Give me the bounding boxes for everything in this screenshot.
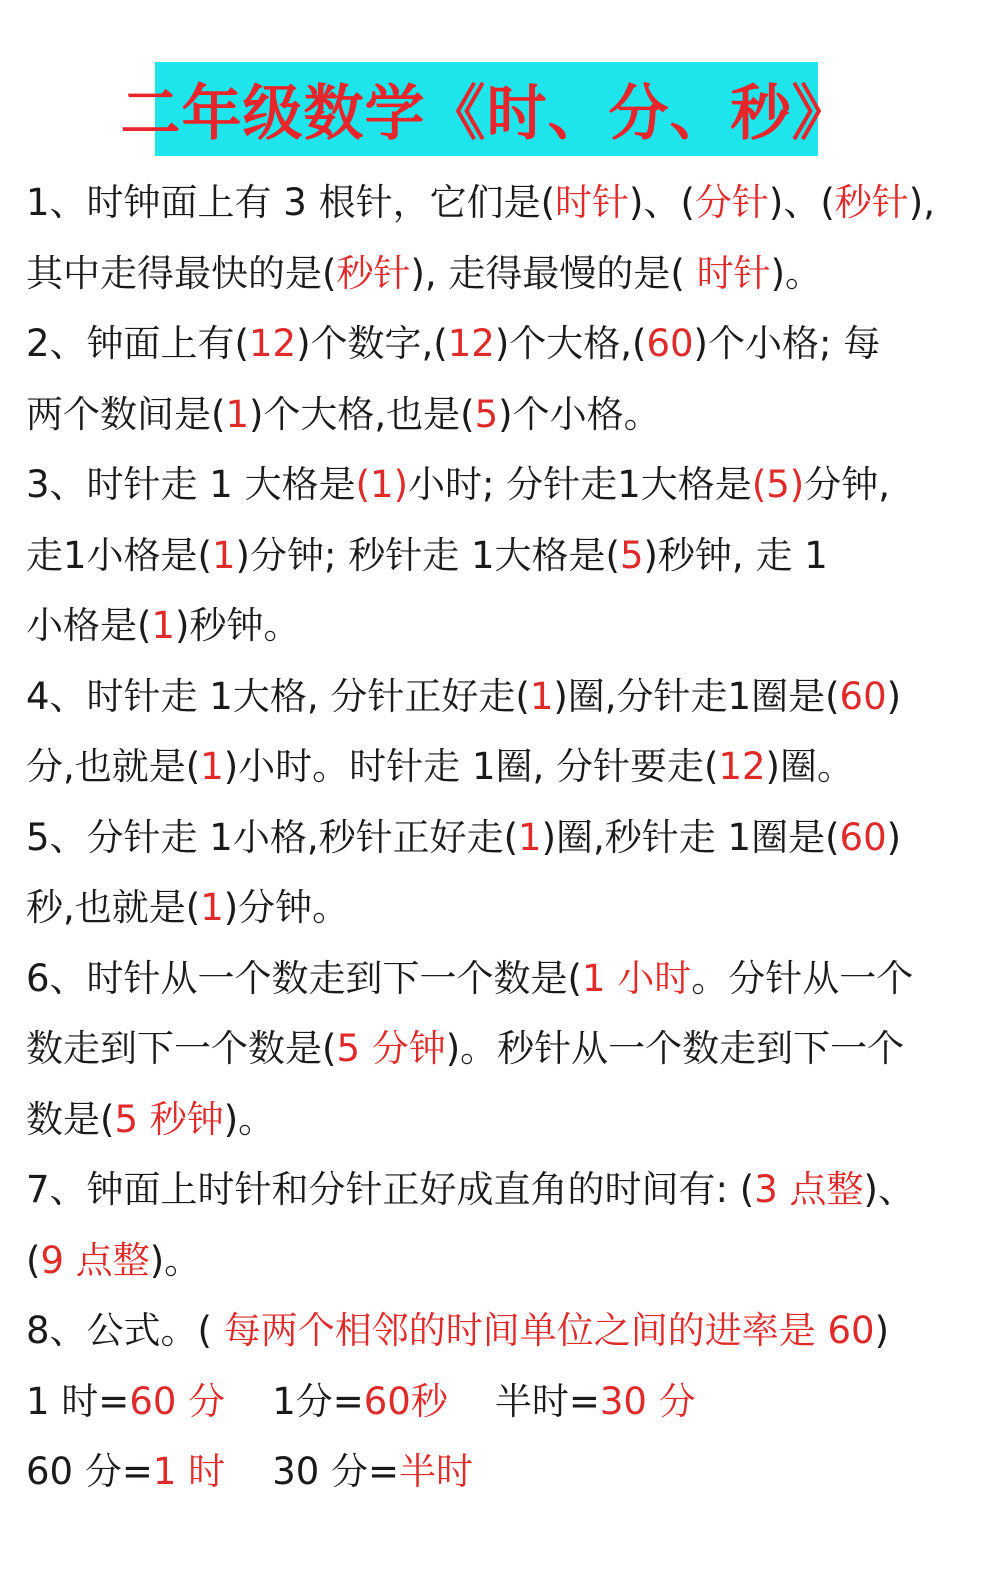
answer-text: 12 (248, 322, 297, 365)
answer-text: (1) (355, 463, 409, 506)
question-text: ), (908, 181, 935, 224)
question-text: )个大格,( (494, 322, 647, 365)
answer-text: 30 分 (599, 1379, 696, 1423)
question-text: 5、分针走 1小格,秒针正好走( (26, 815, 519, 859)
question-text: ), 走得最慢的是( (410, 251, 697, 295)
question-text: 小时; 分针走1大格是 (408, 463, 752, 506)
question-text: )、 (863, 1168, 915, 1211)
text-line (26, 1296, 976, 1367)
question-text: )圈,分针走1圈是( (553, 674, 840, 718)
page-title: 二年级数学《时、分、秒》 (120, 79, 853, 149)
question-text: 1、时钟面上有 3 根针，它们是( (26, 181, 556, 224)
question-text: )圈,秒针走 1圈是( (541, 815, 840, 859)
question-text: )、( (629, 181, 695, 224)
question-text: 两个数间是( (26, 392, 226, 436)
question-text: 秒,也就是( (26, 886, 201, 929)
text-line (26, 1014, 976, 1085)
answer-text: 1 时 (152, 1450, 226, 1493)
answer-text: 秒针 (834, 181, 909, 224)
question-text: )。 (770, 251, 823, 295)
question-text: )分钟; 秒针走 1大格是( (235, 533, 620, 577)
answer-text: 1 (211, 533, 236, 577)
question-text: 。分针从一个 (691, 956, 914, 1000)
question-text: )个数字,( (296, 322, 448, 365)
question-text: )。 (149, 1238, 202, 1282)
answer-text: 时针 (555, 181, 630, 224)
question-text: 6、时针从一个数走到下一个数是( (26, 956, 582, 1000)
answer-text: 1 (200, 886, 224, 929)
question-text: )小时。时针走 1圈, 分针要走( (223, 745, 719, 788)
question-text: ) (886, 815, 902, 859)
text-line (26, 1155, 976, 1226)
answer-text: 60 (839, 815, 887, 859)
text-line (26, 1226, 976, 1297)
text-line (26, 380, 976, 451)
answer-text: 60 (646, 322, 694, 365)
answer-text: 半时 (399, 1450, 474, 1493)
question-text: 30 分= (225, 1450, 400, 1493)
question-text: )个大格,也是( (248, 392, 475, 436)
answer-text: 12 (447, 322, 495, 365)
text-line (26, 1085, 976, 1156)
text-line (26, 521, 976, 592)
title-banner (120, 62, 853, 156)
question-text: 小格是( (26, 604, 152, 647)
answer-text: 分针 (694, 181, 769, 224)
question-text: 3、时针走 1 大格是 (26, 463, 356, 506)
answer-text: 60 (839, 674, 887, 718)
question-text: 其中走得最快的是( (26, 251, 337, 295)
answer-text: 60秒 (363, 1379, 448, 1423)
answer-text: 1 (518, 815, 542, 859)
question-text: 60 分= (26, 1450, 153, 1493)
text-line (26, 1437, 976, 1508)
question-text: )个小格; 每 (693, 322, 881, 365)
question-text: 分钟, (804, 463, 890, 506)
question-text: ) (886, 674, 902, 718)
question-text: 4、时针走 1大格, 分针正好走( (26, 674, 530, 718)
question-text: 数是( (26, 1097, 115, 1141)
question-text: )分钟。 (223, 886, 350, 929)
text-line (26, 732, 976, 803)
answer-text: 1 (225, 392, 249, 436)
question-text: 1分= (225, 1379, 364, 1423)
answer-text: 秒针 (336, 251, 411, 295)
answer-text: 5 (474, 392, 499, 436)
answer-text: 时针 (696, 251, 771, 295)
text-line (26, 168, 976, 239)
question-text: 数走到下一个数是( (26, 1027, 337, 1070)
answer-text: 60 分 (129, 1379, 226, 1423)
text-line (26, 309, 976, 380)
answer-text: 9 点整 (40, 1238, 150, 1282)
question-text: )个小格。 (498, 392, 661, 436)
question-text: )秒钟, 走 1 (643, 533, 828, 577)
text-line (26, 803, 976, 874)
text-line (26, 239, 976, 310)
question-text: ) (874, 1309, 890, 1352)
question-text: 走1小格是( (26, 533, 212, 577)
question-text: )。 (223, 1097, 276, 1141)
answer-text: (5) (751, 463, 805, 506)
text-line (26, 662, 976, 733)
answer-text: 12 (718, 745, 766, 788)
answer-text: 1 (200, 745, 224, 788)
question-text: 半时= (447, 1379, 600, 1423)
worksheet-content (26, 168, 976, 1508)
question-text: )秒钟。 (174, 604, 301, 647)
question-text: 7、钟面上时针和分针正好成直角的时间有: ( (26, 1168, 755, 1211)
text-line (26, 450, 976, 521)
answer-text: 5 (619, 533, 644, 577)
question-text: 2、钟面上有( (26, 322, 249, 365)
question-text: )圈。 (765, 745, 854, 788)
question-text: )、( (768, 181, 835, 224)
answer-text: 5 分钟 (336, 1027, 446, 1070)
answer-text: 1 (529, 674, 554, 718)
question-text: 分,也就是( (26, 745, 201, 788)
text-line (26, 591, 976, 662)
answer-text: 每两个相邻的时间单位之间的进率是 60 (223, 1309, 875, 1352)
text-line (26, 873, 976, 944)
question-text: 8、公式。( (26, 1309, 224, 1352)
question-text: )。秒针从一个数走到下一个 (445, 1027, 905, 1070)
text-line (26, 1367, 976, 1438)
answer-text: 3 点整 (754, 1168, 864, 1211)
question-text: 1 时= (26, 1379, 130, 1423)
question-text: ( (26, 1238, 41, 1282)
text-line (26, 944, 976, 1015)
answer-text: 1 小时 (581, 956, 692, 1000)
answer-text: 1 (151, 604, 175, 647)
answer-text: 5 秒钟 (114, 1097, 224, 1141)
